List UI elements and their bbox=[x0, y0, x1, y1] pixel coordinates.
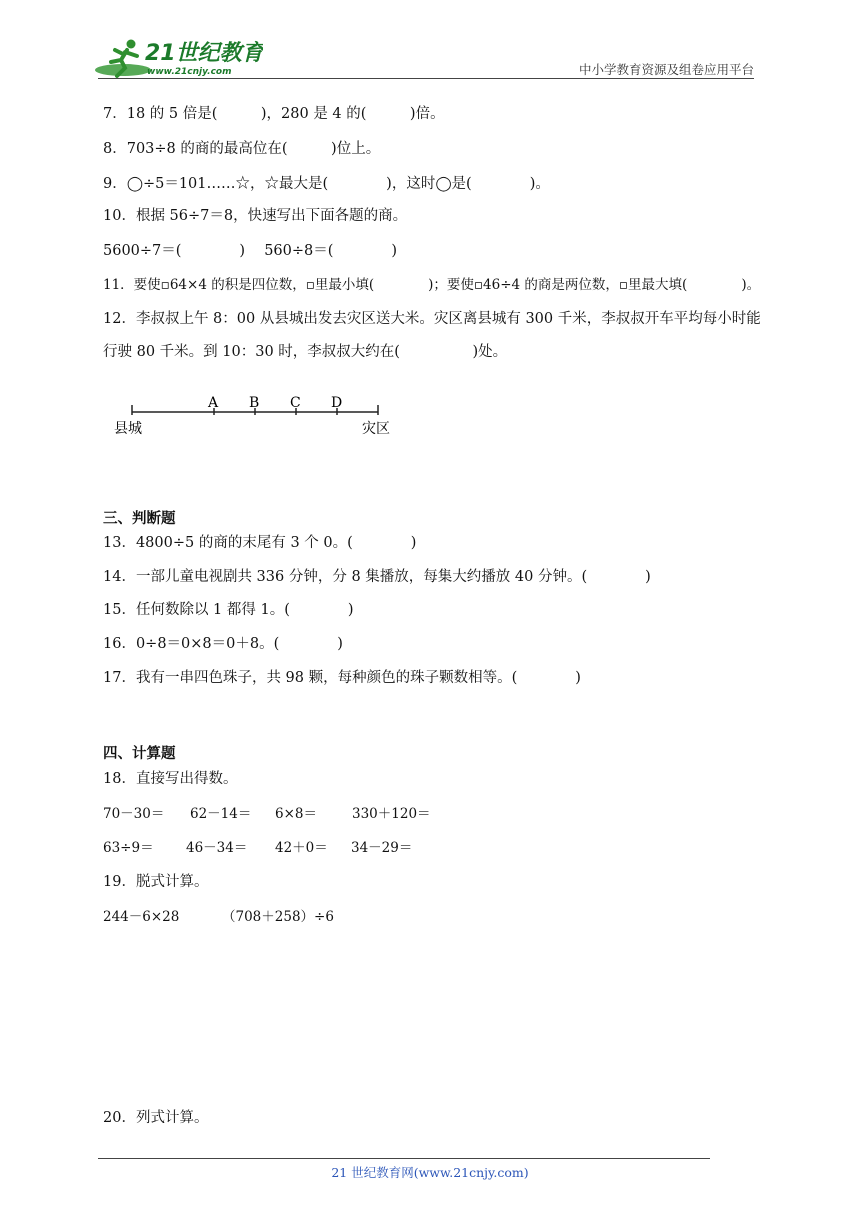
question-10: 10．根据 56÷7＝8，快速写出下面各题的商。 bbox=[103, 208, 408, 224]
question-18: 18．直接写出得数。 bbox=[103, 771, 238, 787]
section-title-calc: 四、计算题 bbox=[103, 746, 176, 762]
question-9: 9．◯÷5＝101……☆，☆最大是( )，这时◯是( )。 bbox=[103, 176, 550, 192]
start-label: 县城 bbox=[114, 421, 142, 437]
calc-row2-item1: 63÷9＝ bbox=[103, 840, 154, 856]
question-16: 16．0÷8＝0×8＝0＋8。( ) bbox=[103, 636, 343, 652]
calc-row1-item1: 70－30＝ bbox=[103, 806, 165, 822]
question-8: 8．703÷8 的商的最高位在( )位上。 bbox=[103, 141, 381, 157]
logo-url: www.21cnjy.com bbox=[147, 67, 232, 77]
logo-text: 21世纪教育 bbox=[145, 41, 263, 66]
calc-expression-1: 244－6×28 bbox=[103, 909, 180, 925]
calc-expression-2: （708＋258）÷6 bbox=[222, 909, 334, 925]
question-12-line2: 行驶 80 千米。到 10：30 时，李叔叔大约在( )处。 bbox=[103, 344, 508, 360]
header-platform-text: 中小学教育资源及组卷应用平台 bbox=[578, 62, 754, 77]
question-19: 19．脱式计算。 bbox=[103, 874, 209, 890]
question-20: 20．列式计算。 bbox=[103, 1110, 209, 1126]
footer-divider bbox=[98, 1158, 710, 1159]
point-label-d: D bbox=[331, 395, 343, 411]
end-label: 灾区 bbox=[362, 421, 390, 437]
header-divider bbox=[98, 78, 754, 79]
calc-row1-item3: 6×8＝ bbox=[275, 806, 317, 822]
question-11: 11．要使▫64×4 的积是四位数，▫里最小填( )；要使▫46÷4 的商是两位数，▫里最大填( )。 bbox=[103, 277, 761, 293]
section-title-judge: 三、判断题 bbox=[103, 511, 176, 527]
footer-text: 21 世纪教育网(www.21cnjy.com) bbox=[331, 1165, 529, 1180]
calc-row2-item2: 46－34＝ bbox=[186, 840, 248, 856]
site-logo bbox=[93, 36, 263, 84]
calc-row2-item3: 42＋0＝ bbox=[275, 840, 328, 856]
question-14: 14．一部儿童电视剧共 336 分钟，分 8 集播放，每集大约播放 40 分钟。( ) bbox=[103, 569, 651, 585]
point-label-b: B bbox=[249, 395, 260, 411]
point-label-a: A bbox=[208, 395, 219, 411]
question-17: 17．我有一串四色珠子，共 98 颗，每种颜色的珠子颗数相等。( ) bbox=[103, 670, 581, 686]
calc-row2-item4: 34－29＝ bbox=[351, 840, 413, 856]
number-line-diagram bbox=[104, 388, 404, 444]
runner-logo-icon bbox=[93, 36, 263, 80]
question-10-sub: 5600÷7＝( ) 560÷8＝( ) bbox=[103, 243, 398, 259]
question-15: 15．任何数除以 1 都得 1。( ) bbox=[103, 602, 354, 618]
calc-row1-item2: 62－14＝ bbox=[190, 806, 252, 822]
question-13: 13．4800÷5 的商的末尾有 3 个 0。( ) bbox=[103, 535, 417, 551]
question-12-line1: 12．李叔叔上午 8：00 从县城出发去灾区送大米。灾区离县城有 300 千米，李叔叔开车平均每小时能 bbox=[103, 311, 761, 327]
calc-row1-item4: 330＋120＝ bbox=[352, 806, 431, 822]
point-label-c: C bbox=[290, 395, 301, 411]
question-7: 7．18 的 5 倍是( )，280 是 4 的( )倍。 bbox=[103, 106, 445, 122]
